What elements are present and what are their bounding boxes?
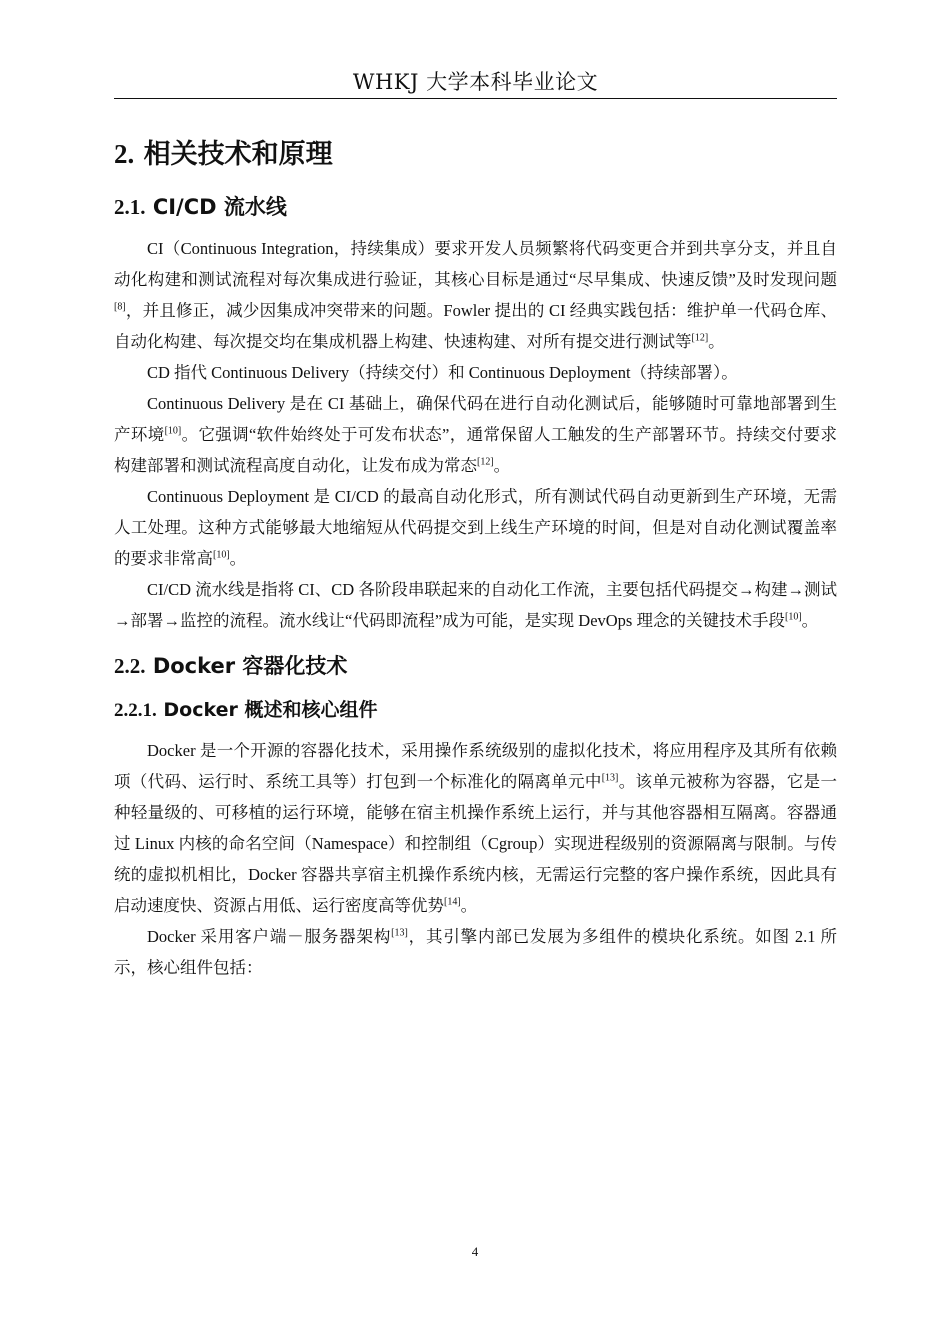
paragraph-docker-architecture: [114, 921, 837, 983]
paragraph-continuous-delivery: [114, 388, 837, 481]
citation: [13]: [391, 927, 408, 939]
citation: [10]: [784, 611, 802, 623]
running-header: WHKJ 大学本科毕业论文: [352, 70, 599, 94]
text-run: 。: [493, 456, 511, 475]
paragraph-ci: [114, 233, 837, 357]
section-number: 2.1.: [114, 195, 146, 219]
subsection-number: 2.2.1.: [114, 700, 157, 721]
text-run: 。: [229, 549, 247, 568]
citation: [12]: [477, 456, 494, 468]
text-run: ，其引擎内部已发展为多组件的模块化系统。如图 2.1 所示，核心组件包括：: [114, 927, 838, 977]
citation: [14]: [444, 896, 461, 908]
text-run: 。: [460, 896, 478, 915]
text-run: Docker 采用客户端－服务器架构: [147, 927, 392, 946]
citation: [10]: [164, 425, 182, 437]
text-run: Continuous Delivery 是在 CI 基础上，确保代码在进行自动化测试后，能够随时可靠地部署到生产环境: [114, 394, 837, 444]
section-heading-2-2: [114, 648, 837, 684]
text-run: 。该单元被称为容器，它是一种轻量级的、可移植的运行环境，能够在宿主机操作系统上运行，并与其他容器相互隔离。容器通过 Linux 内核的命名空间（Namespace）和控制组（Cgroup）实现进程级别的资源隔离与限制。与传统的虚拟机相比，Docker 容器共享宿主机操作系统内核，无需运行完整的客户操作系统，因此具有启动速度快、资源占用低、运行密度高等优势: [114, 772, 838, 915]
citation: [10]: [213, 549, 230, 561]
text-run: CD 指代 Continuous Delivery（持续交付）和 Continuous Deployment（持续部署）。: [147, 363, 738, 382]
section-title: Docker 容器化技术: [152, 654, 348, 678]
citation: [13]: [601, 772, 619, 784]
paragraph-docker-overview: [114, 735, 837, 921]
chapter-title: 相关技术和原理: [143, 139, 333, 170]
paragraph-pipeline: [114, 574, 837, 636]
page-number: 4: [471, 1244, 479, 1259]
text-run: Docker 是一个开源的容器化技术，采用操作系统级别的虚拟化技术，将应用程序及其所有依赖项（代码、运行时、系统工具等）打包到一个标准化的隔离单元中: [114, 741, 837, 791]
paragraph-cd: [114, 357, 837, 388]
text-run: CI（Continuous Integration，持续集成）要求开发人员频繁将代码变更合并到共享分支，并且自动化构建和测试流程对每次集成进行验证，其核心目标是通过“尽早集成、快速反馈”及时发现问题: [114, 239, 837, 289]
citation: [12]: [691, 332, 709, 344]
subsection-title: Docker 概述和核心组件: [163, 699, 378, 721]
text-run: 。: [708, 332, 725, 351]
text-run: CI/CD 流水线是指将 CI、CD 各阶段串联起来的自动化工作流，主要包括代码提交→构建→测试→部署→监控的流程。流水线让“代码即流程”成为可能，是实现 DevOps 理念的关键技术手段: [114, 580, 837, 630]
subsection-heading-2-2-1: [114, 692, 837, 729]
chapter-number: 2.: [114, 139, 135, 169]
text-run: Continuous Deployment 是 CI/CD 的最高自动化形式，所有测试代码自动更新到生产环境，无需人工处理。这种方式能够最大地缩短从代码提交到上线生产环境的时间，但是对自动化测试覆盖率的要求非常高: [114, 487, 837, 568]
chapter-heading: [114, 132, 837, 177]
text-run: 。: [801, 611, 819, 630]
text-run: ，并且修正，减少因集成冲突带来的问题。Fowler 提出的 CI 经典实践包括：维护单一代码仓库、自动化构建、每次提交均在集成机器上构建、快速构建、对所有提交进行测试等: [114, 301, 837, 351]
section-number: 2.2.: [114, 654, 146, 678]
text-run: 。它强调“软件始终处于可发布状态”，通常保留人工触发的生产部署环节。持续交付要求构建部署和测试流程高度自动化，让发布成为常态: [114, 425, 837, 475]
citation: [8]: [114, 301, 126, 313]
paragraph-continuous-deployment: [114, 481, 837, 574]
section-heading-2-1: [114, 189, 837, 225]
header-rule: [114, 98, 837, 99]
page-content: [114, 132, 837, 983]
section-title: CI/CD 流水线: [152, 195, 287, 219]
